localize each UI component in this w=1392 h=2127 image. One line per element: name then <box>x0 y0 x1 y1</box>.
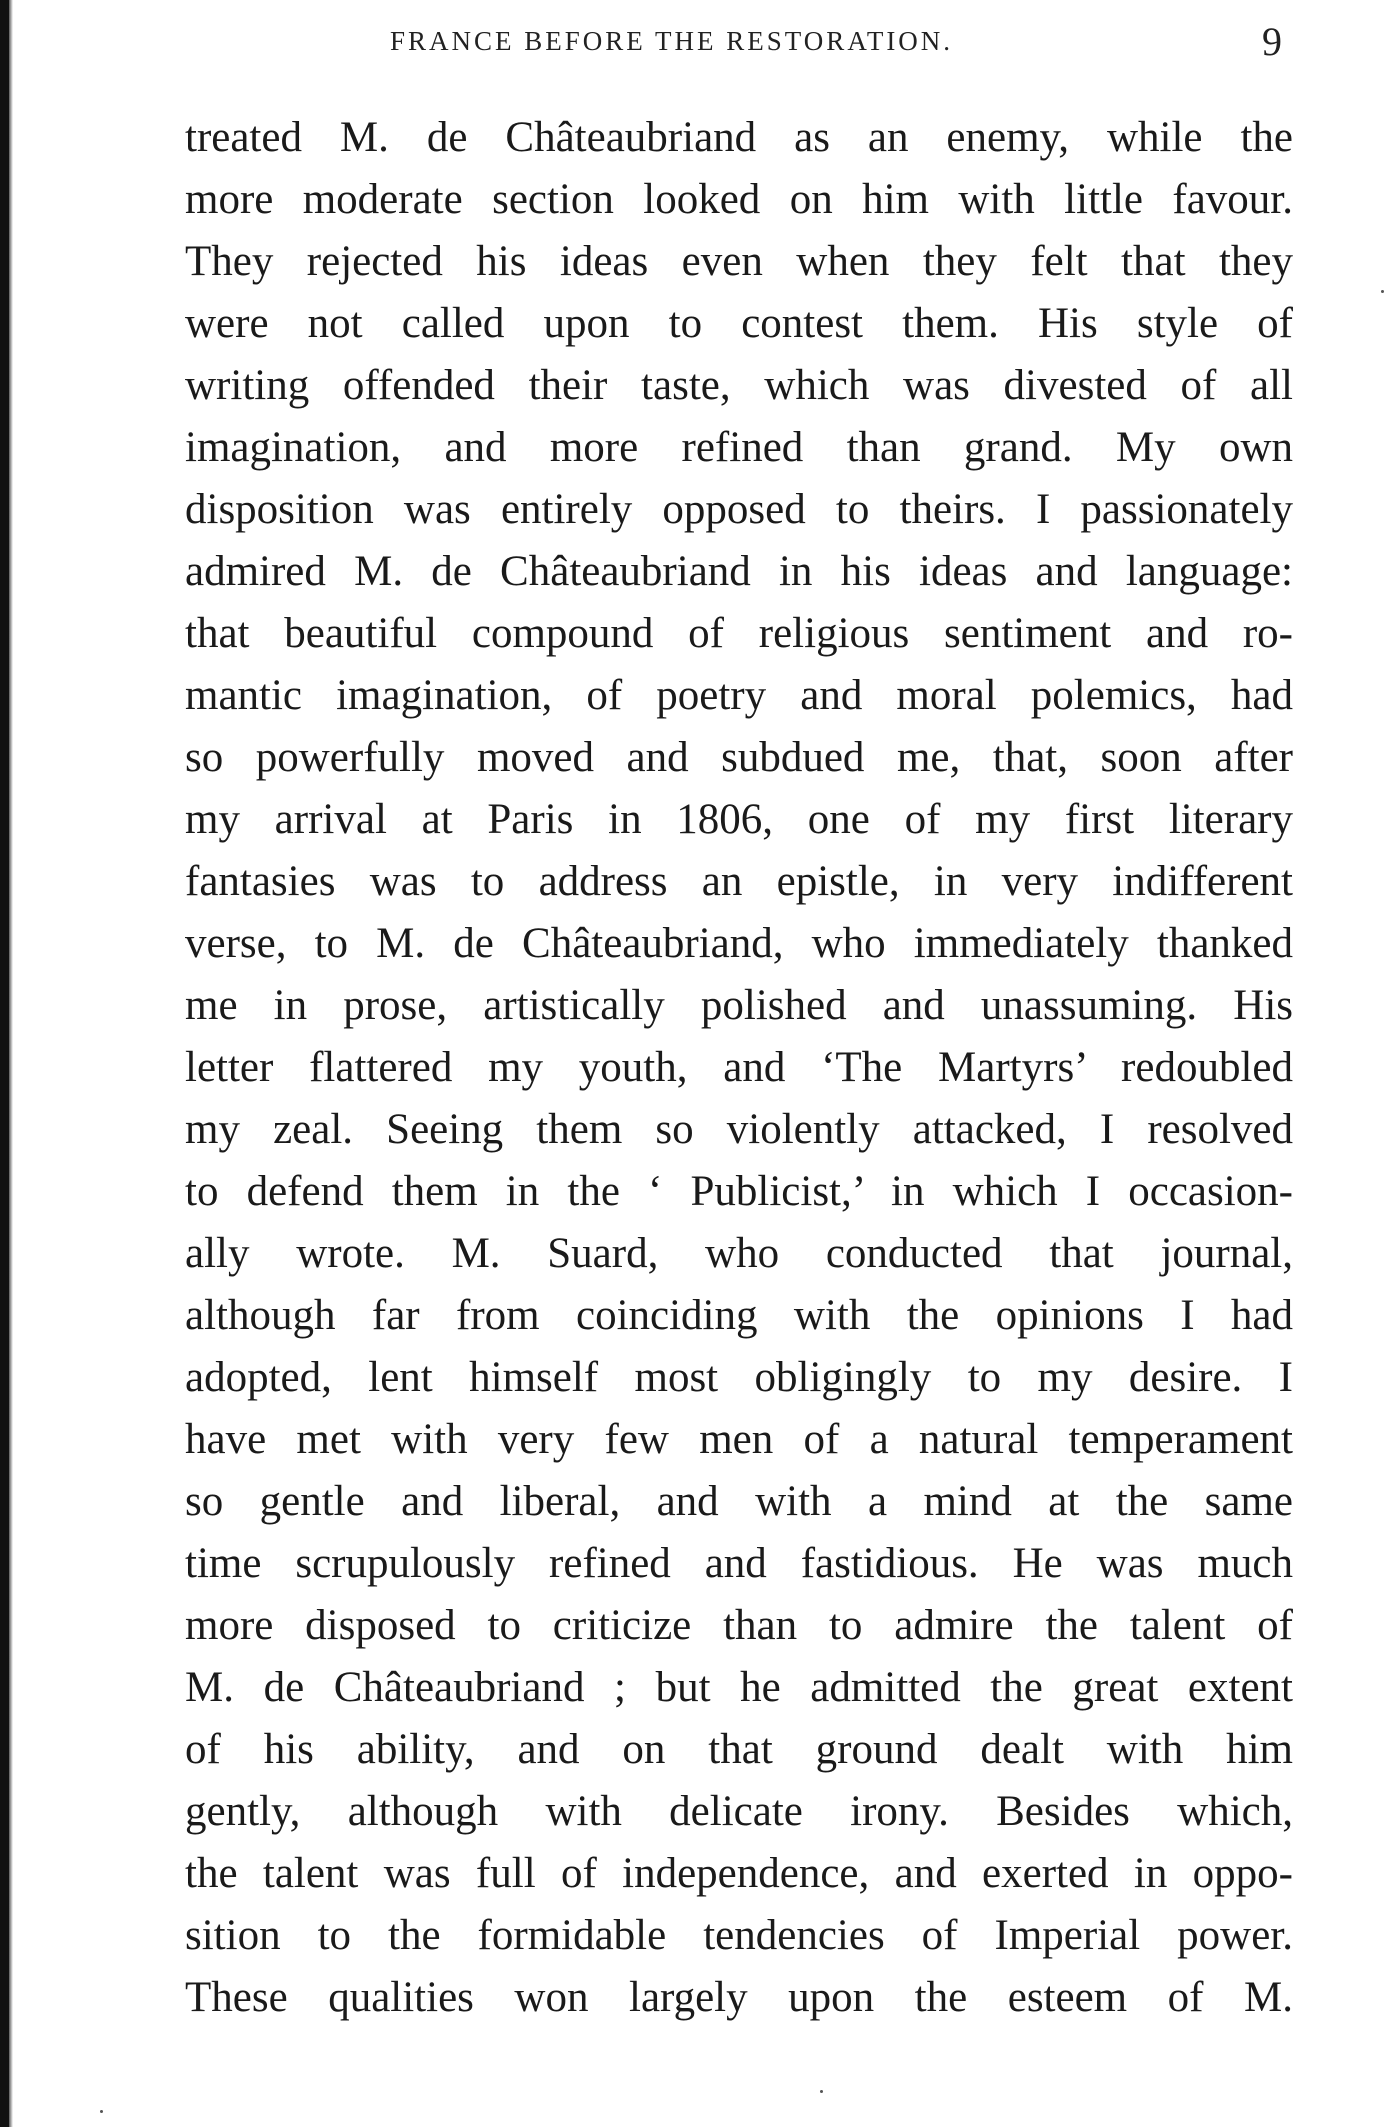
text-line: have met with very few men of a natural temperament <box>185 1416 1293 1463</box>
text-line: They rejected his ideas even when they felt that they <box>185 238 1293 285</box>
text-line: adopted, lent himself most obligingly to my desire. I <box>185 1354 1293 1401</box>
text-line: writing offended their taste, which was divested of all <box>185 362 1293 409</box>
text-line: my arrival at Paris in 1806, one of my first literary <box>185 796 1293 843</box>
binding-edge <box>0 0 9 2127</box>
text-line: mantic imagination, of poetry and moral polemics, had <box>185 672 1293 719</box>
print-speck <box>1381 290 1384 293</box>
text-line: verse, to M. de Châteaubriand, who immediately thanked <box>185 920 1293 967</box>
text-line: so powerfully moved and subdued me, that, soon after <box>185 734 1293 781</box>
text-line: disposition was entirely opposed to theirs. I passionately <box>185 486 1293 533</box>
text-line: M. de Châteaubriand ; but he admitted the great extent <box>185 1664 1293 1711</box>
text-line: the talent was full of independence, and exerted in oppo- <box>185 1850 1293 1897</box>
text-line: that beautiful compound of religious sentiment and ro- <box>185 610 1293 657</box>
text-line: imagination, and more refined than grand. My own <box>185 424 1293 471</box>
print-speck <box>820 2090 823 2093</box>
running-head <box>0 16 1392 76</box>
text-line: admired M. de Châteaubriand in his ideas and language: <box>185 548 1293 595</box>
text-line: more moderate section looked on him with little favour. <box>185 176 1293 223</box>
text-line: treated M. de Châteaubriand as an enemy, while the <box>185 114 1293 161</box>
text-line: These qualities won largely upon the esteem of M. <box>185 1974 1293 2021</box>
text-line: although far from coinciding with the opinions I had <box>185 1292 1293 1339</box>
text-line: letter flattered my youth, and ‘The Martyrs’ redoubled <box>185 1044 1293 1091</box>
running-title: FRANCE BEFORE THE RESTORATION. <box>390 26 954 56</box>
text-line: sition to the formidable tendencies of Imperial power. <box>185 1912 1293 1959</box>
text-line: me in prose, artistically polished and unassuming. His <box>185 982 1293 1029</box>
text-line: of his ability, and on that ground dealt with him <box>185 1726 1293 1773</box>
binding-shadow <box>9 0 13 2127</box>
text-line: so gentle and liberal, and with a mind at the same <box>185 1478 1293 1525</box>
page-number: 9 <box>1262 19 1282 64</box>
body-text <box>185 107 1293 2029</box>
text-line: fantasies was to address an epistle, in very indifferent <box>185 858 1293 905</box>
print-speck <box>100 2110 103 2113</box>
text-line: to defend them in the ‘ Publicist,’ in which I occasion- <box>185 1168 1293 1215</box>
text-line: ally wrote. M. Suard, who conducted that journal, <box>185 1230 1293 1277</box>
text-line: were not called upon to contest them. His style of <box>185 300 1293 347</box>
text-line: time scrupulously refined and fastidious. He was much <box>185 1540 1293 1587</box>
text-line: my zeal. Seeing them so violently attacked, I resolved <box>185 1106 1293 1153</box>
text-line: gently, although with delicate irony. Besides which, <box>185 1788 1293 1835</box>
text-line: more disposed to criticize than to admire the talent of <box>185 1602 1293 1649</box>
